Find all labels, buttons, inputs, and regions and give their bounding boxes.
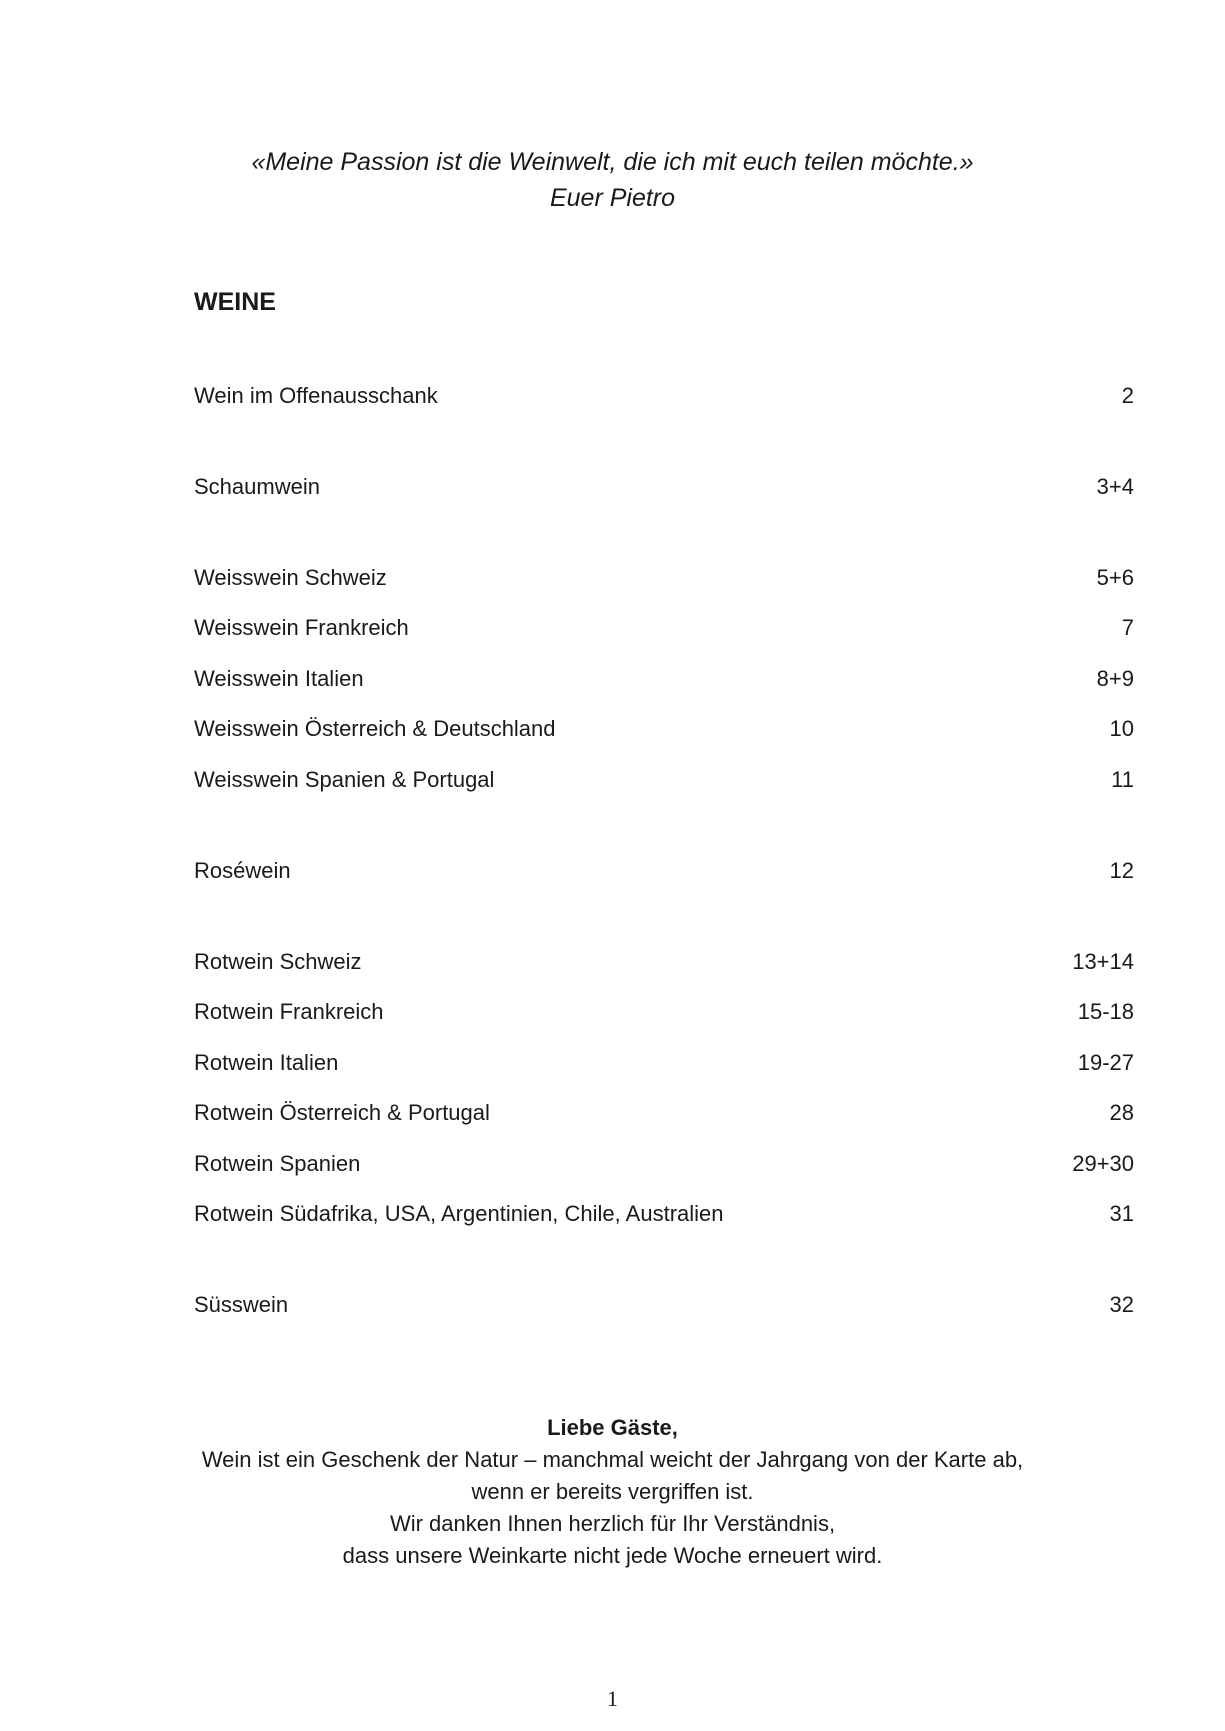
- toc-row[interactable]: [194, 663, 1134, 695]
- toc-row[interactable]: [194, 471, 1134, 503]
- toc-label: Rotwein Spanien: [194, 1151, 361, 1176]
- toc-page: 19-27: [1077, 1050, 1134, 1075]
- toc-label: Rotwein Südafrika, USA, Argentinien, Chile, Australien: [194, 1201, 724, 1226]
- quote-signature: Euer Pietro: [549, 184, 676, 212]
- toc-label: Schaumwein: [194, 474, 320, 499]
- toc-page: 3+4: [1096, 474, 1134, 499]
- toc-page: 29+30: [1072, 1151, 1134, 1176]
- toc-label: Rotwein Frankreich: [194, 999, 384, 1024]
- toc-label: Weisswein Schweiz: [194, 565, 387, 590]
- toc-page: 11: [1111, 767, 1134, 792]
- toc-row[interactable]: [194, 713, 1134, 745]
- toc-page: 32: [1109, 1292, 1134, 1317]
- toc-row[interactable]: [194, 1148, 1134, 1180]
- toc-label: Roséwein: [194, 858, 291, 883]
- notice-line: dass unsere Weinkarte nicht jede Woche erneuert wird.: [342, 1543, 883, 1568]
- toc-page: 28: [1109, 1100, 1134, 1125]
- notice-line: Wein ist ein Geschenk der Natur – manchmal weicht der Jahrgang von der Karte ab,: [201, 1447, 1024, 1472]
- toc-label: Rotwein Schweiz: [194, 949, 362, 974]
- toc-row[interactable]: [194, 380, 1134, 412]
- notice-line: Wir danken Ihnen herzlich für Ihr Verständnis,: [389, 1511, 836, 1536]
- toc-label: Rotwein Österreich & Portugal: [194, 1100, 490, 1125]
- toc-row[interactable]: [194, 1289, 1134, 1321]
- toc-label: Weisswein Italien: [194, 666, 364, 691]
- toc-page: 8+9: [1096, 666, 1134, 691]
- toc-row[interactable]: [194, 996, 1134, 1028]
- toc-row[interactable]: [194, 1047, 1134, 1079]
- toc-page: 2: [1121, 383, 1134, 408]
- toc-page: 10: [1109, 716, 1134, 741]
- guest-notice: [0, 1412, 1225, 1572]
- toc-page: 5+6: [1096, 565, 1134, 590]
- toc-label: Weisswein Spanien & Portugal: [194, 767, 495, 792]
- page-number: 1: [607, 1686, 618, 1711]
- toc-row[interactable]: [194, 562, 1134, 594]
- toc-row[interactable]: [194, 1198, 1134, 1230]
- toc-page: 12: [1109, 858, 1134, 883]
- toc-row[interactable]: [194, 612, 1134, 644]
- toc-label: Weisswein Frankreich: [194, 615, 409, 640]
- toc-row[interactable]: [194, 764, 1134, 796]
- toc-row[interactable]: [194, 855, 1134, 887]
- toc-row[interactable]: [194, 1097, 1134, 1129]
- notice-line: wenn er bereits vergriffen ist.: [471, 1479, 754, 1504]
- notice-title: Liebe Gäste,: [547, 1415, 678, 1440]
- section-heading: WEINE: [194, 288, 276, 316]
- quote-text: «Meine Passion ist die Weinwelt, die ich mit euch teilen möchte.»: [251, 148, 974, 176]
- toc-page: 15-18: [1077, 999, 1134, 1024]
- toc-label: Süsswein: [194, 1292, 289, 1317]
- toc-page: 7: [1121, 615, 1134, 640]
- toc-label: Weisswein Österreich & Deutschland: [194, 716, 556, 741]
- toc-page: 13+14: [1072, 949, 1134, 974]
- toc-label: Rotwein Italien: [194, 1050, 339, 1075]
- toc-row[interactable]: [194, 946, 1134, 978]
- toc-label: Wein im Offenausschank: [194, 383, 438, 408]
- toc-page: 31: [1109, 1201, 1134, 1226]
